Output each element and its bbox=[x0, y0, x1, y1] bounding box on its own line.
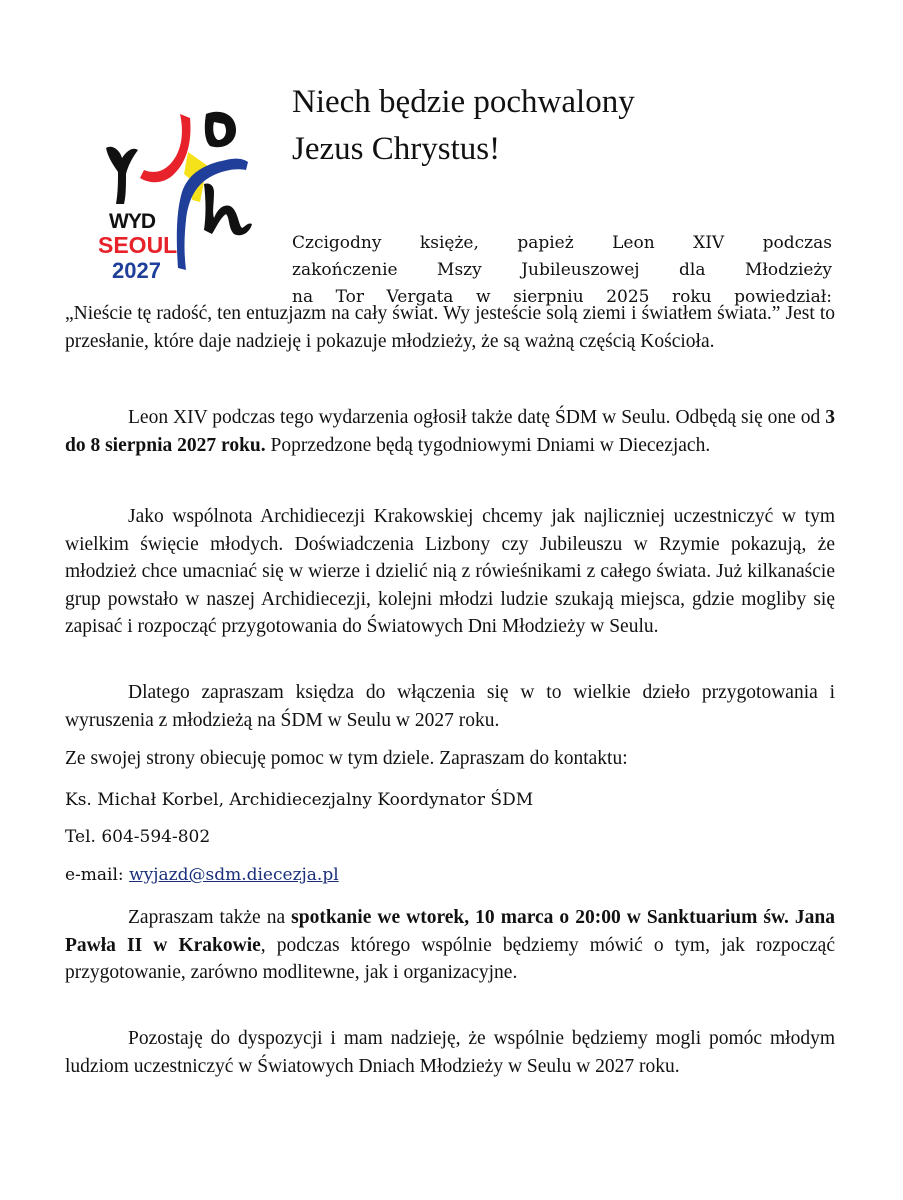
email-link[interactable]: wyjazd@sdm.diecezja.pl bbox=[129, 865, 339, 885]
community-paragraph: Jako wspólnota Archidiecezji Krakowskiej chcemy jak najliczniej uczestniczyć w tym wielkim święcie młodych. Doświadczenia Lizbony czy Jubileuszu w Rzymie pokazują, że młodzież chce umacniać się w wierze i dzielić nią z rówieśnikami z całego świata. Już kilkanaście grup powstało w naszej Archidiecezji, kolejni młodzi ludzie szukają miejsca, gdzie mogliby się zapisać i rozpocząć przygotowania do Światowych Dni Młodzieży w Seulu. bbox=[65, 506, 835, 637]
meeting-text-after: , podczas którego wspólnie będziemy mówić o tym, jak rozpocząć przygotowanie, zarówno modlitewne, jak i organizacyjne. bbox=[65, 934, 835, 983]
letter-greeting-title bbox=[292, 79, 852, 173]
intro-line-1: Czcigodny księże, papież Leon XIV podczas bbox=[292, 233, 832, 253]
logo-year-text: 2027 bbox=[112, 258, 161, 283]
help-paragraph: Ze swojej strony obiecuję pomoc w tym dziele. Zapraszam do kontaktu: bbox=[65, 748, 628, 769]
closing-paragraph: Pozostaję do dyspozycji i mam nadzieję, że wspólnie będziemy mogli pomóc młodym ludziom uczestniczyć w Światowych Dniach Młodzieży w Seulu w 2027 roku. bbox=[65, 1028, 835, 1077]
title-line-1: Niech będzie pochwalony bbox=[292, 84, 635, 120]
wyd-seoul-2027-logo bbox=[92, 100, 262, 290]
dates-text-after: Poprzedzone będą tygodniowymi Dniami w Diecezjach. bbox=[265, 434, 711, 456]
contact-phone: Tel. 604-594-802 bbox=[65, 827, 211, 847]
email-label: e-mail: bbox=[65, 865, 130, 885]
dates-paragraph bbox=[65, 404, 835, 459]
dates-text-before: Leon XIV podczas tego wydarzenia ogłosił także datę ŚDM w Seulu. Odbędą się one od bbox=[128, 407, 826, 428]
meeting-text-before: Zapraszam także na bbox=[128, 907, 292, 928]
meeting-paragraph bbox=[65, 904, 835, 987]
contact-email-line bbox=[65, 862, 835, 890]
logo-wyd-text: WYD bbox=[109, 210, 155, 233]
quote-paragraph: „Nieście tę radość, ten entuzjazm na cały świat. Wy jesteście solą ziemi i światłem świata.” Jest to przesłanie, które daje nadzieję i pokazuje młodzieży, że są ważną częścią Kościoła. bbox=[65, 303, 835, 352]
intro-line-3: na Tor Vergata w sierpniu 2025 roku powiedział: bbox=[292, 287, 832, 307]
contact-name: Ks. Michał Korbel, Archidiecezjalny Koordynator ŚDM bbox=[65, 790, 534, 810]
logo-seoul-text: SEOUL bbox=[98, 232, 178, 258]
invite-paragraph: Dlatego zapraszam księdza do włączenia się w to wielkie dzieło przygotowania i wyruszenia z młodzieżą na ŚDM w Seulu w 2027 roku. bbox=[65, 682, 835, 731]
dates-highlight: 3 do 8 sierpnia 2027 roku. bbox=[65, 407, 835, 456]
intro-paragraph bbox=[292, 230, 832, 311]
meeting-highlight: spotkanie we wtorek, 10 marca o 20:00 w Sanktuarium św. Jana Pawła II w Krakowie bbox=[65, 907, 835, 956]
intro-line-2: zakończenie Mszy Jubileuszowej dla Młodzieży bbox=[292, 260, 832, 280]
title-line-2: Jezus Chrystus! bbox=[292, 131, 501, 167]
